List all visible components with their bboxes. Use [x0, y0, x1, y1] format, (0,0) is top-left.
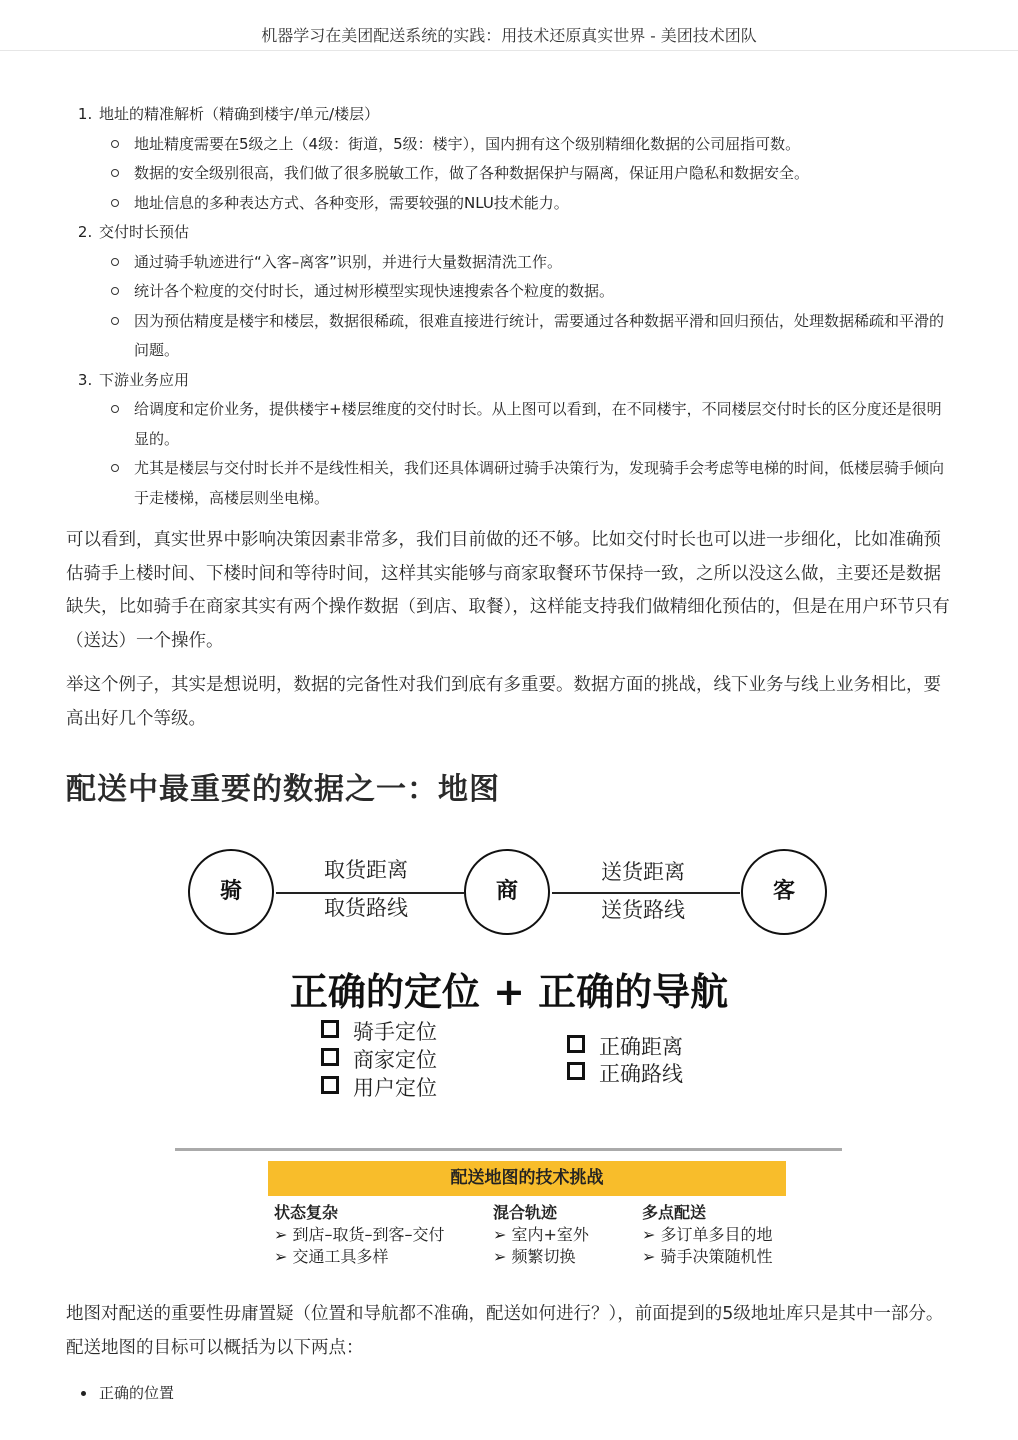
numbered-list [66, 100, 952, 513]
checklist-item: 商家定位 [321, 1044, 437, 1074]
list-item [97, 366, 952, 514]
delivery-distance-label: 送货距离 [601, 860, 685, 884]
checkbox-icon [567, 1062, 585, 1080]
merchant-node: 商 [464, 849, 550, 935]
pickup-distance-label: 取货距离 [324, 858, 408, 882]
sub-list-item: 尤其是楼层与交付时长并不是线性相关，我们还具体调研过骑手决策行为，发现骑手会考虑等电梯的时间，低楼层骑手倾向于走楼梯，高楼层则坐电梯。 [131, 454, 952, 513]
sub-list-item: 统计各个粒度的交付时长，通过树形模型实现快速搜索各个粒度的数据。 [131, 277, 952, 307]
checklist-item: 用户定位 [321, 1072, 437, 1102]
sub-list-item: 地址精度需要在5级之上（4级：街道，5级：楼宇），国内拥有这个级别精细化数据的公司屈指可数。 [131, 130, 952, 160]
bullet-list [66, 1379, 952, 1409]
sub-list [99, 130, 952, 219]
checkbox-icon [567, 1035, 585, 1053]
checkbox-icon [321, 1020, 339, 1038]
sub-list-item: 因为预估精度是楼宇和楼层，数据很稀疏，很难直接进行统计，需要通过各种数据平滑和回归预估，处理数据稀疏和平滑的问题。 [131, 307, 952, 366]
page-header [0, 0, 1018, 58]
challenge-column: 多点配送 ➢ 多订单多目的地 ➢ 骑手决策随机性 [642, 1202, 773, 1268]
paragraph: 举这个例子，其实是想说明，数据的完备性对我们到底有多重要。数据方面的挑战，线下业务与线上业务相比，要高出好几个等级。 [66, 675, 941, 729]
customer-node: 客 [741, 849, 827, 935]
article-body [66, 100, 952, 1409]
pickup-route-label: 取货路线 [324, 896, 408, 920]
list-item-label: 下游业务应用 [99, 370, 190, 389]
checklist-item: 正确距离 [567, 1031, 683, 1061]
sub-list [99, 395, 952, 513]
sub-list-item: 地址信息的多种表达方式、各种变形，需要较强的NLU技术能力。 [131, 189, 952, 219]
sub-list-item: 通过骑手轨迹进行“入客–离客”识别，并进行大量数据清洗工作。 [131, 248, 952, 278]
delivery-route-label: 送货路线 [601, 898, 685, 922]
sub-list [99, 248, 952, 366]
paragraph: 地图对配送的重要性毋庸置疑（位置和导航都不准确，配送如何进行？），前面提到的5级地址库只是其中一部分。配送地图的目标可以概括为以下两点： [66, 1304, 944, 1358]
checklist-item: 正确路线 [567, 1058, 683, 1088]
list-item-label: 交付时长预估 [99, 223, 190, 241]
checklist-item: 骑手定位 [321, 1016, 437, 1046]
list-item [97, 218, 952, 366]
rider-node: 骑 [188, 849, 274, 935]
checkbox-icon [321, 1048, 339, 1066]
bullet-item: • 正确的位置 [97, 1379, 952, 1409]
delivery-map-figure [0, 828, 1018, 1298]
list-item [97, 100, 952, 218]
sub-list-item: 数据的安全级别很高，我们做了很多脱敏工作，做了各种数据保护与隔离，保证用户隐私和数据安全。 [131, 159, 952, 189]
slogan: 正确的定位 + 正确的导航 [289, 970, 729, 1014]
challenge-column: 混合轨迹 ➢ 室内+室外 ➢ 频繁切换 [493, 1202, 589, 1268]
divider [175, 1148, 842, 1151]
challenge-banner: 配送地图的技术挑战 [268, 1161, 786, 1196]
page-header-title: 机器学习在美团配送系统的实践：用技术还原真实世界 - 美团技术团队 [261, 26, 757, 45]
paragraph: 可以看到，真实世界中影响决策因素非常多，我们目前做的还不够。比如交付时长也可以进一步细化，比如准确预估骑手上楼时间、下楼时间和等待时间，这样其实能够与商家取餐环节保持一致，之所以没这么做，主要还是数据缺失，比如骑手在商家其实有两个操作数据（到店、取餐），这样能支持我们做精细化预估的，但是在用户环节只有（送达）一个操作。 [66, 530, 950, 651]
list-item-label: 地址的精准解析（精确到楼宇/单元/楼层） [99, 105, 380, 123]
sub-list-item: 给调度和定价业务，提供楼宇+楼层维度的交付时长。从上图可以看到，在不同楼宇，不同楼层交付时长的区分度还是很明显的。 [131, 395, 952, 454]
section-title: 配送中最重要的数据之一：地图 [66, 772, 500, 807]
challenge-column: 状态复杂 ➢ 到店–取货–到客–交付 ➢ 交通工具多样 [274, 1202, 445, 1268]
checkbox-icon [321, 1076, 339, 1094]
